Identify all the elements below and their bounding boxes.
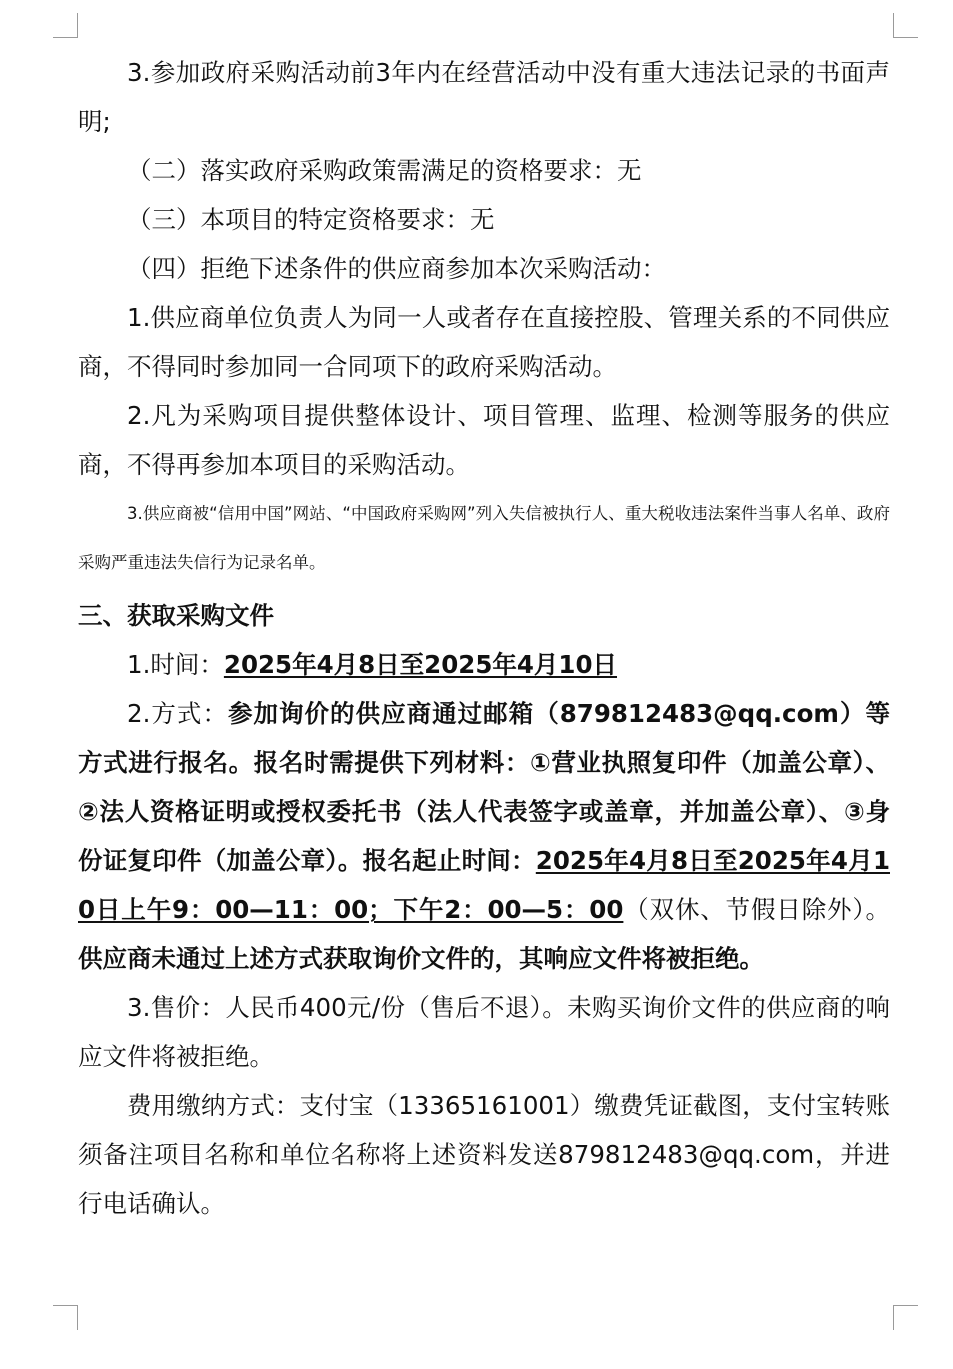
page-corner-mark-top-right bbox=[893, 13, 918, 38]
method-rejection-note: 供应商未通过上述方式获取询价文件的，其响应文件将被拒绝。 bbox=[78, 944, 764, 973]
paragraph-payment: 费用缴纳方式：支付宝（13365161001）缴费凭证截图，支付宝转账须备注项目名称和单位名称将上述资料发送879812483@qq.com，并进行电话确认。 bbox=[78, 1091, 890, 1218]
page-corner-mark-top-left bbox=[53, 13, 78, 38]
paragraph-policy-requirements: （二）落实政府采购政策需满足的资格要求：无 bbox=[127, 156, 642, 185]
paragraph-condition-1: 1.供应商单位负责人为同一人或者存在直接控股、管理关系的不同供应商，不得同时参加同一合同项下的政府采购活动。 bbox=[78, 303, 890, 381]
paragraph-price: 3.售价：人民币400元/份（售后不退）。未购买询价文件的供应商的响应文件将被拒绝。 bbox=[78, 993, 890, 1071]
time-value: 2025年4月8日至2025年4月10日 bbox=[223, 650, 618, 679]
paragraph-condition-2: 2.凡为采购项目提供整体设计、项目管理、监理、检测等服务的供应商，不得再参加本项目的采购活动。 bbox=[78, 401, 890, 479]
section-heading-obtain-documents: 三、获取采购文件 bbox=[78, 601, 274, 630]
method-bold-text: 参加询价的供应商通过邮箱（879812483@qq.com）等方式进行报名。报名时需提供下列材料：①营业执照复印件（加盖公章）、②法人资格证明或授权委托书（法人代表签字或盖章，并加盖公章）、③身份证复印件（加盖公章）。报名起止时间： bbox=[78, 699, 890, 875]
paragraph-rejection-conditions: （四）拒绝下述条件的供应商参加本次采购活动： bbox=[127, 254, 666, 283]
time-label: 1.时间： bbox=[127, 650, 224, 679]
paragraph-condition-3: 3.供应商被“信用中国”网站、“中国政府采购网”列入失信被执行人、重大税收违法案件当事人名单、政府采购严重违法失信行为记录名单。 bbox=[78, 504, 890, 572]
page-corner-mark-bottom-left bbox=[53, 1305, 78, 1330]
method-label: 2.方式： bbox=[127, 699, 228, 728]
method-excluding-holidays: （双休、节假日除外）。 bbox=[623, 895, 890, 924]
paragraph-written-statement: 3.参加政府采购活动前3年内在经营活动中没有重大违法记录的书面声明; bbox=[78, 58, 890, 136]
method-registration-time: 2025年4月8日至2025年4月10日上午9：00—11：00；下午2：00—5：00 bbox=[78, 846, 890, 924]
paragraph-method bbox=[78, 689, 890, 983]
paragraph-specific-requirements: （三）本项目的特定资格要求：无 bbox=[127, 205, 495, 234]
document-page bbox=[78, 48, 890, 1228]
page-corner-mark-bottom-right bbox=[893, 1305, 918, 1330]
paragraph-time bbox=[78, 640, 890, 689]
